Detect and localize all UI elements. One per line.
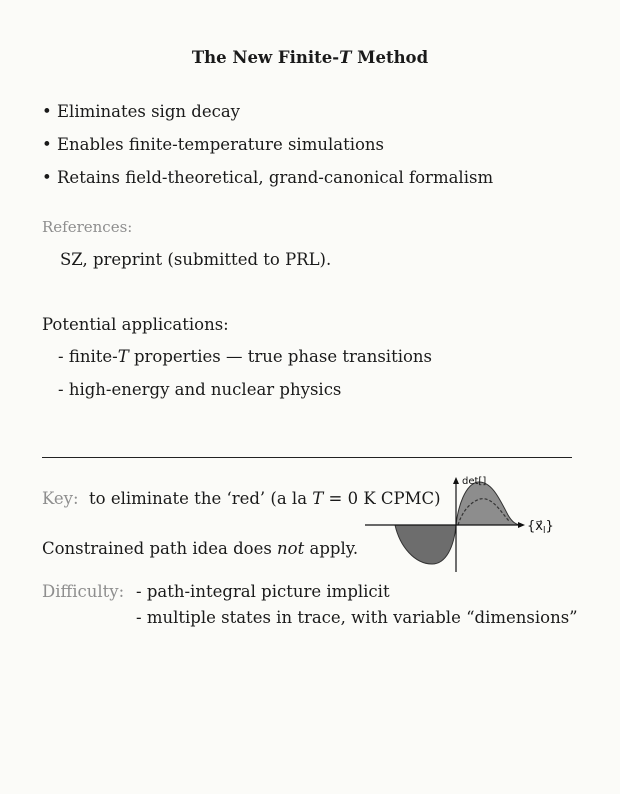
- bullet-dot: •: [42, 102, 52, 121]
- x-axis-label: [527, 519, 554, 536]
- horizontal-rule: [42, 457, 572, 458]
- title-variable: T: [339, 48, 352, 67]
- bullet-item: [42, 168, 493, 187]
- key-text-prefix: to eliminate the ‘red’ (a la: [89, 489, 313, 508]
- x-axis-label-close: }: [545, 519, 554, 534]
- bullet-dot: •: [42, 168, 52, 187]
- application-item-prefix: - finite-: [58, 347, 118, 366]
- determinant-figure: [360, 472, 570, 577]
- references-label: References:: [42, 218, 133, 236]
- positive-lobe-area: [456, 482, 522, 525]
- bullet-item: [42, 102, 240, 121]
- bullet-item: [42, 135, 384, 154]
- constrained-path-line: [42, 539, 358, 558]
- difficulty-item: - path-integral picture implicit: [136, 582, 390, 601]
- bullet-dot: •: [42, 135, 52, 154]
- y-axis-label: det[]: [462, 476, 487, 487]
- constrained-emphasis: not: [277, 539, 305, 558]
- references-text: SZ, preprint (submitted to PRL).: [60, 250, 332, 269]
- bullet-text: Retains field-theoretical, grand-canonical formalism: [57, 168, 494, 187]
- application-item: - high-energy and nuclear physics: [58, 380, 342, 399]
- negative-lobe-area: [395, 525, 456, 564]
- y-axis-arrow-icon: [453, 477, 459, 484]
- key-variable: T: [312, 489, 324, 508]
- x-axis-arrow-icon: [518, 522, 525, 528]
- x-axis-label-subscript: l: [542, 526, 546, 536]
- bullet-text: Eliminates sign decay: [57, 102, 240, 121]
- application-item-variable: T: [117, 347, 129, 366]
- x-axis-label-main: {x⃗: [527, 519, 543, 534]
- constrained-suffix: apply.: [304, 539, 359, 558]
- bullet-text: Enables finite-temperature simulations: [57, 135, 385, 154]
- key-text-suffix: = 0 K CPMC): [323, 489, 441, 508]
- difficulty-item: - multiple states in trace, with variable “dimensions”: [136, 608, 578, 627]
- title-prefix: The New Finite-: [191, 48, 340, 67]
- key-label: Key:: [42, 489, 79, 508]
- applications-heading: Potential applications:: [42, 315, 229, 334]
- title-suffix: Method: [351, 48, 429, 67]
- page-title: [0, 48, 620, 67]
- constrained-prefix: Constrained path idea does: [42, 539, 278, 558]
- application-item-suffix: properties — true phase transitions: [128, 347, 433, 366]
- application-item: [58, 347, 432, 366]
- difficulty-label: Difficulty:: [42, 582, 125, 601]
